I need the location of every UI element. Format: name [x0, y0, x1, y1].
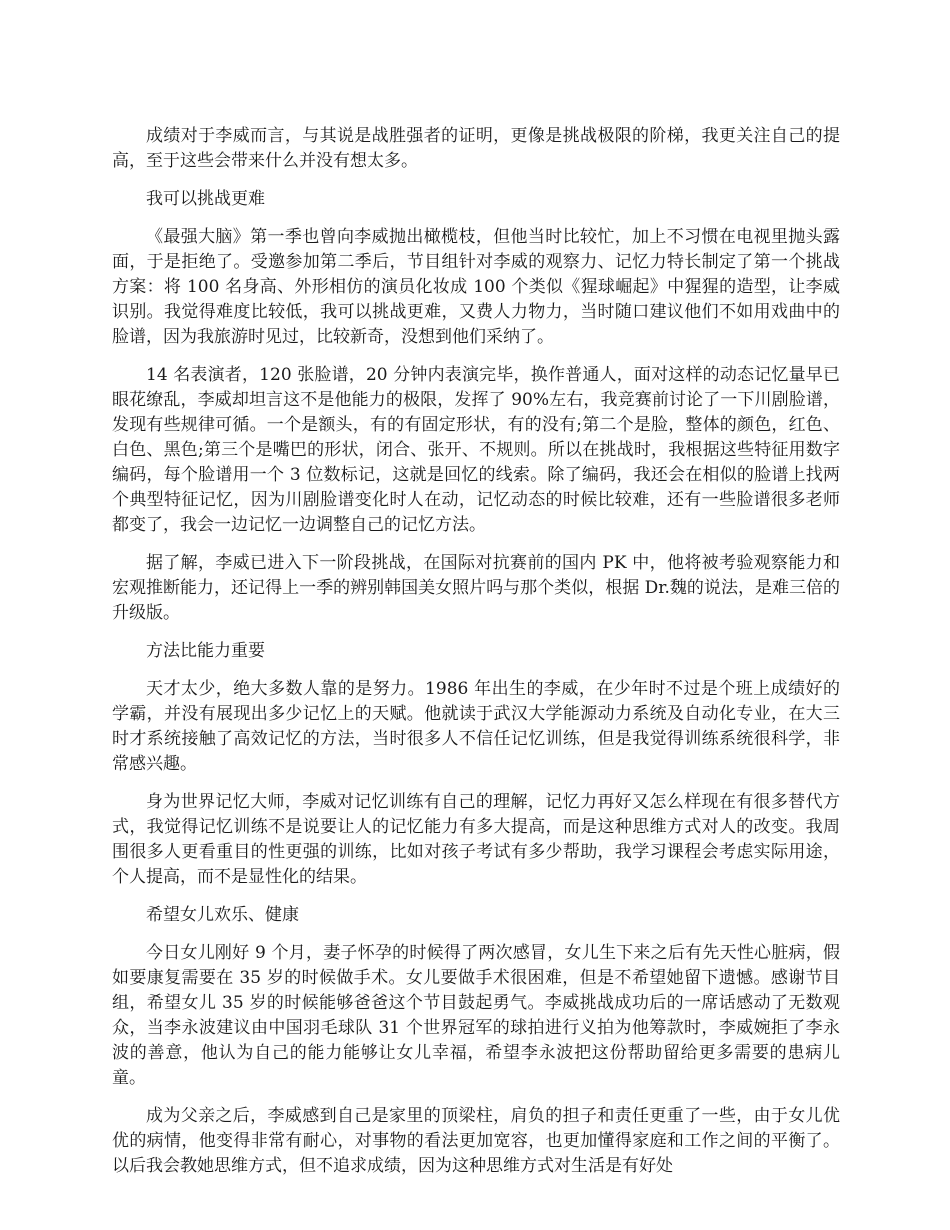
section-heading: 希望女儿欢乐、健康: [146, 905, 299, 925]
paragraph: 14 名表演者，120 张脸谱，20 分钟内表演完毕，换作普通人，面对这样的动态记忆量早已眼花缭乱，李威却坦言这不是他能力的极限，发挥了 90%左右，我竞赛前讨论了一下川剧脸谱，发现有些规律可循。一个是额头，有的有固定形状，有的没有;第二个是脸，整体的颜色，红色、白色、黑色;第三个是嘴巴的形状，闭合、张开、不规则。所以在挑战时，我根据这些特征用数字编码，每个脸谱用一个 3 位数标记，这就是回忆的线索。除了编码，我还会在相似的脸谱上找两个典型特征记忆，因为川剧脸谱变化时人在动，记忆动态的时候比较难，还有一些脸谱很多老师都变了，我会一边记忆一边调整自己的记忆方法。: [112, 365, 840, 535]
paragraph: 成绩对于李威而言，与其说是战胜强者的证明，更像是挑战极限的阶梯，我更关注自己的提高，至于这些会带来什么并没有想太多。: [112, 126, 840, 171]
paragraph: 今日女儿刚好 9 个月，妻子怀孕的时候得了两次感冒，女儿生下来之后有先天性心脏病，假如要康复需要在 35 岁的时候做手术。女儿要做手术很困难，但是不希望她留下遗憾。感谢节目组，希望女儿 35 岁的时候能够爸爸这个节目鼓起勇气。李威挑战成功后的一席话感动了无数观众，当李永波建议由中国羽毛球队 31 个世界冠军的球拍进行义拍为他筹款时，李威婉拒了李永波的善意，他认为自己的能力能够让女儿幸福，希望李永波把这份帮助留给更多需要的患病儿童。: [112, 943, 840, 1088]
paragraph: 《最强大脑》第一季也曾向李威抛出橄榄枝，但他当时比较忙，加上不习惯在电视里抛头露面，于是拒绝了。受邀参加第二季后，节目组针对李威的观察力、记忆力特长制定了第一个挑战方案：将 100 名身高、外形相仿的演员化妆成 100 个类似《猩球崛起》中猩猩的造型，让李威识别。我觉得难度比较低，我可以挑战更难，又费人力物力，当时随口建议他们不如用戏曲中的脸谱，因为我旅游时见过，比较新奇，没想到他们采纳了。: [112, 227, 840, 347]
paragraph: 据了解，李威已进入下一阶段挑战，在国际对抗赛前的国内 PK 中，他将被考验观察能力和宏观推断能力，还记得上一季的辨别韩国美女照片吗与那个类似，根据 Dr.魏的说法，是难三倍的升级版。: [112, 553, 840, 623]
section-heading: 方法比能力重要: [146, 641, 265, 661]
paragraph: 成为父亲之后，李威感到自己是家里的顶梁柱，肩负的担子和责任更重了一些，由于女儿优优的病情，他变得非常有耐心，对事物的看法更加宽容，也更加懂得家庭和工作之间的平衡了。以后我会教她思维方式，但不追求成绩，因为这种思维方式对生活是有好处: [112, 1106, 840, 1176]
paragraph: 身为世界记忆大师，李威对记忆训练有自己的理解，记忆力再好又怎么样现在有很多替代方式，我觉得记忆训练不是说要让人的记忆能力有多大提高，而是这种思维方式对人的改变。我周围很多人更看重目的性更强的训练，比如对孩子考试有多少帮助，我学习课程会考虑实际用途，个人提高，而不是显性化的结果。: [112, 792, 840, 887]
paragraph: 天才太少，绝大多数人靠的是努力。1986 年出生的李威，在少年时不过是个班上成绩好的学霸，并没有展现出多少记忆上的天赋。他就读于武汉大学能源动力系统及自动化专业，在大三时才系统接触了高效记忆的方法，当时很多人不信任记忆训练，但是我觉得训练系统很科学，非常感兴趣。: [112, 679, 840, 774]
section-heading: 我可以挑战更难: [146, 189, 265, 209]
document-page: [112, 124, 840, 1192]
